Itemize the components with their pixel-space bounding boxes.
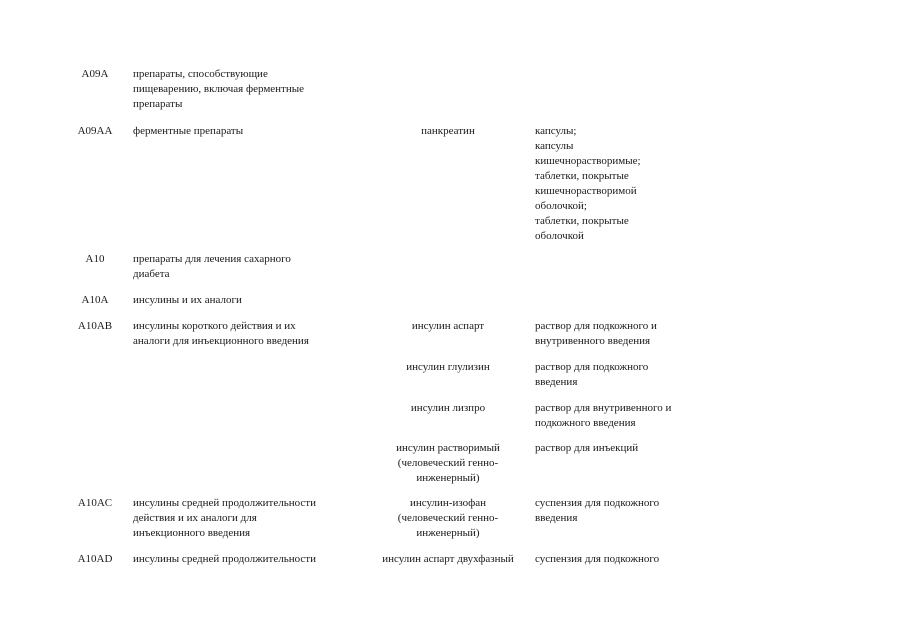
atc-code: A10 xyxy=(85,253,105,265)
dosage-form: суспензия для подкожного введения xyxy=(535,497,660,524)
anatomical-group: ферментные препараты xyxy=(133,125,244,137)
anatomical-group: инсулины средней продолжительности действия и их аналоги для инъекционного введения xyxy=(133,497,316,539)
anatomical-group: препараты для лечения сахарного диабета xyxy=(133,253,291,280)
dosage-form: суспензия для подкожного xyxy=(535,553,660,565)
drug-name: панкреатин xyxy=(421,125,475,137)
dosage-form: раствор для внутривенного и подкожного введения xyxy=(535,402,672,429)
drug-name: инсулин глулизин xyxy=(406,361,490,373)
drug-name: инсулин аспарт xyxy=(411,320,485,332)
atc-code: A10AC xyxy=(77,497,113,509)
drug-name: инсулин лизпро xyxy=(410,402,486,414)
atc-code: A09A xyxy=(81,68,109,80)
drug-name: инсулин аспарт двухфазный xyxy=(382,553,514,565)
dosage-form: капсулы; капсулы кишечнорастворимые; таблетки, покрытые кишечнорастворимой оболочкой; таблетки, покрытые оболочкой xyxy=(535,125,641,242)
drug-name: инсулин растворимый (человеческий генно- инженерный) xyxy=(396,442,500,484)
dosage-form: раствор для инъекций xyxy=(535,442,639,454)
anatomical-group: инсулины и их аналоги xyxy=(133,294,242,306)
atc-code: A09AA xyxy=(77,125,113,137)
atc-code: A10AB xyxy=(77,320,113,332)
anatomical-group: инсулины средней продолжительности xyxy=(133,553,316,565)
dosage-form: раствор для подкожного введения xyxy=(535,361,649,388)
anatomical-group: препараты, способствующие пищеварению, включая ферментные препараты xyxy=(133,68,305,110)
drug-name: инсулин-изофан (человеческий генно- инженерный) xyxy=(397,497,499,539)
atc-code: A10AD xyxy=(77,553,113,565)
anatomical-group: инсулины короткого действия и их аналоги для инъекционного введения xyxy=(133,320,309,347)
atc-code: A10A xyxy=(81,294,109,306)
dosage-form: раствор для подкожного и внутривенного введения xyxy=(535,320,657,347)
